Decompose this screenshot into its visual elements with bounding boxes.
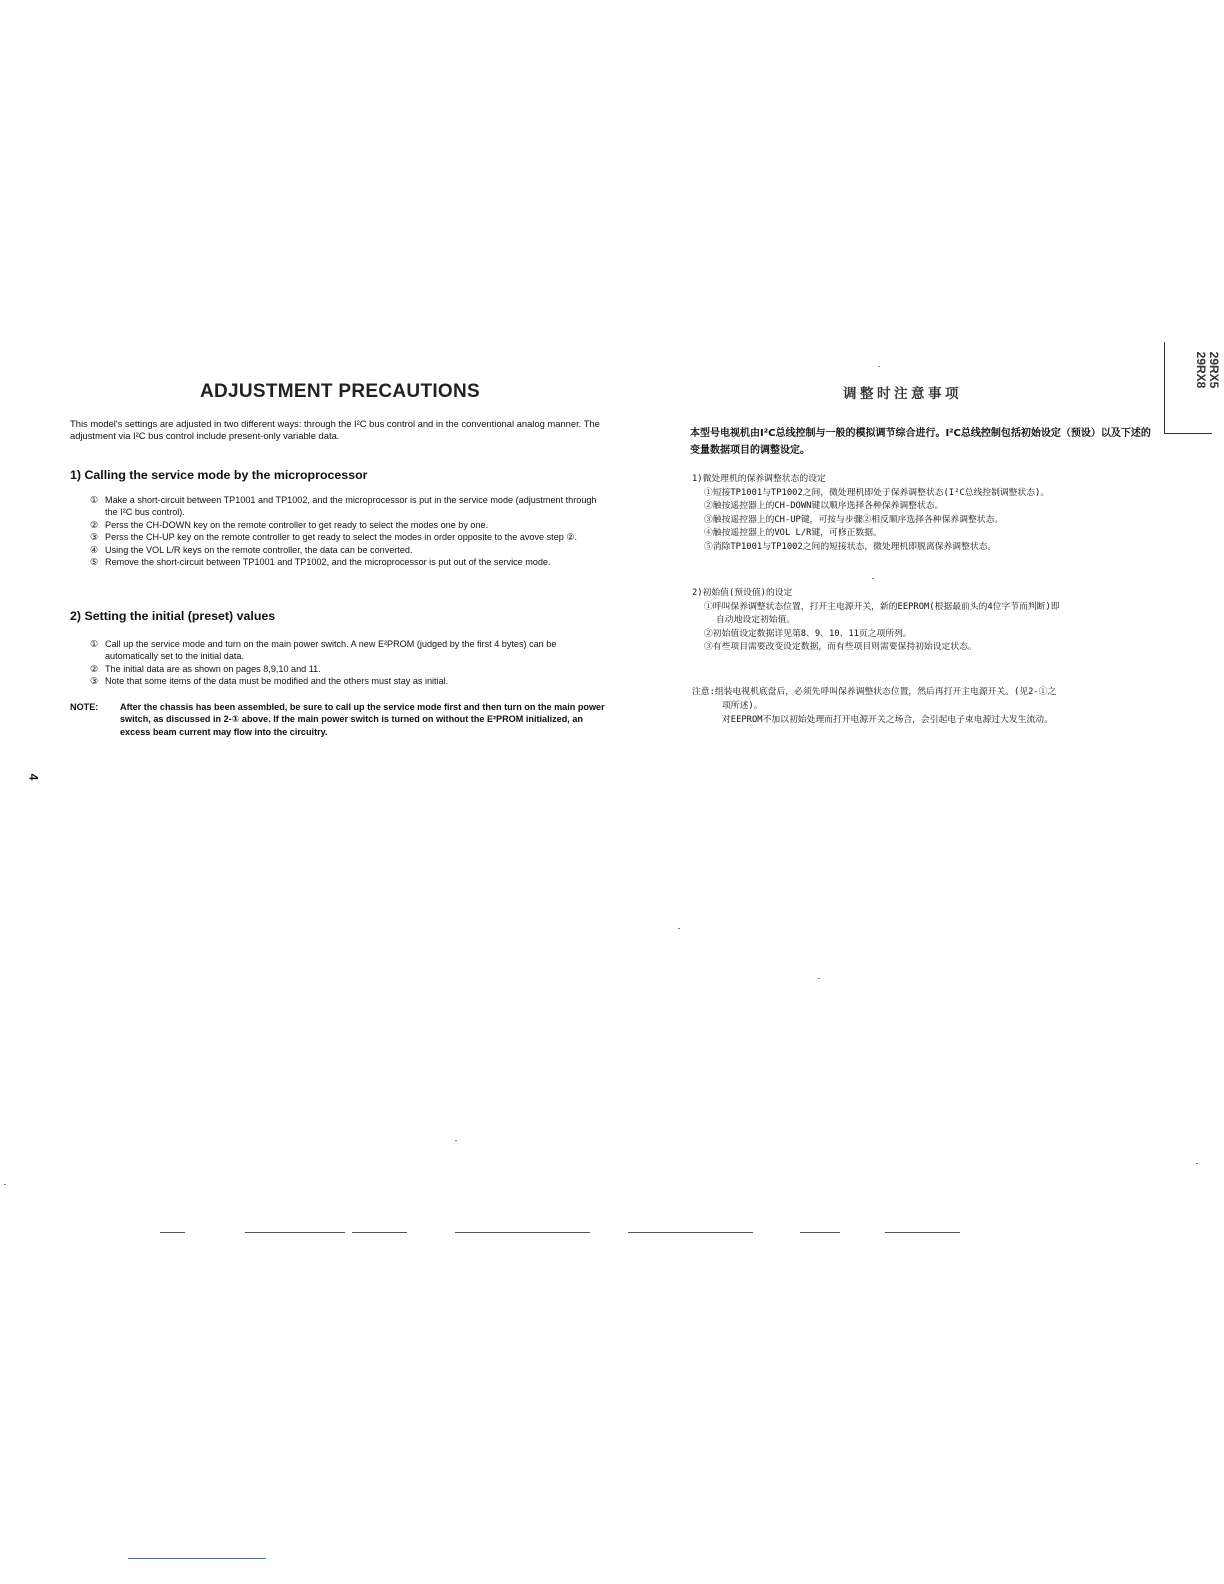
chinese-section1-title: 1)微处理机的保养调整状态的设定 xyxy=(692,474,826,484)
chinese-section2 xyxy=(692,587,1162,655)
model-side-label xyxy=(1180,340,1220,400)
list-item: ③触按遥控器上的CH-UP键，可按与步骤②相反顺序选择各种保养调整状态。 xyxy=(704,514,1004,525)
list-item: ④触按遥控器上的VOL L/R键，可修正数据。 xyxy=(704,528,882,538)
item-text: Perss the CH-UP key on the remote controller to get ready to select the modes in order opposite to the avove step ②. xyxy=(105,532,578,543)
item-number: ① xyxy=(90,495,99,505)
item-text: Note that some items of the data must be modified and the others must stay as initial. xyxy=(105,676,449,687)
chinese-note xyxy=(692,685,1162,727)
model-label-line: 29RX8 xyxy=(1194,351,1208,389)
list-item: ①呼叫保养调整状态位置，打开主电源开关，新的EEPROM(根据最前头的4位字节而判断)即 xyxy=(704,601,1060,612)
english-section1-title: 1) Calling the service mode by the microprocessor xyxy=(70,468,368,482)
page-number: 4 xyxy=(26,773,41,781)
model-label-line: 29RX5 xyxy=(1207,351,1221,389)
list-item xyxy=(90,556,605,568)
list-item xyxy=(90,494,605,519)
list-item xyxy=(90,663,605,675)
item-number: ③ xyxy=(90,532,99,543)
chinese-note-line: 注意:组装电视机底盘后，必须先呼叫保养调整状态位置，然后再打开主电源开关。(见2-①之 xyxy=(692,687,1057,697)
item-number: ⑤ xyxy=(90,557,99,568)
scan-speck xyxy=(818,978,820,979)
scan-rule xyxy=(352,1232,407,1233)
chinese-note-line: 项所述)。 xyxy=(722,701,763,711)
item-text: Using the VOL L/R keys on the remote controller, the data can be converted. xyxy=(105,544,413,555)
scan-speck xyxy=(878,366,880,367)
item-number: ① xyxy=(90,639,99,649)
scan-rule xyxy=(160,1232,185,1233)
chinese-intro: 本型号电视机由I²C总线控制与一般的模拟调节综合进行。I²C总线控制包括初始设定（预设）以及下述的变量数据项目的调整设定。 xyxy=(690,428,1151,456)
scan-rule xyxy=(628,1232,753,1233)
list-item xyxy=(90,638,605,663)
english-section2-list xyxy=(90,638,605,688)
scan-rule xyxy=(455,1232,590,1233)
item-text: Call up the service mode and turn on the main power switch. A new E²PROM (judged by the first 4 bytes) can be automatically set to the initial data. xyxy=(105,639,557,662)
blue-underline xyxy=(128,1558,266,1559)
item-number: ③ xyxy=(90,676,99,687)
english-intro: This model's settings are adjusted in two different ways: through the I²C bus control and in the conventional analog manner. The adjustment via I²C bus control include present-only variable data. xyxy=(70,418,600,441)
english-title: ADJUSTMENT PRECAUTIONS xyxy=(200,381,481,402)
list-item-continued: 自动地设定初始值。 xyxy=(716,615,796,625)
english-section1-list xyxy=(90,494,605,568)
item-text: Remove the short-circuit between TP1001 and TP1002, and the microprocessor is put out of the service mode. xyxy=(105,557,551,568)
note-text: After the chassis has been assembled, be sure to call up the service mode first and then turn on the main power switch, as discussed in 2-① above. If the main power switch is turned on without the E²PROM initialized, an excess beam current may flow into the circuitry. xyxy=(120,702,605,737)
chinese-section1 xyxy=(692,473,1162,554)
note-label: NOTE: xyxy=(70,702,99,712)
english-note xyxy=(70,701,605,738)
list-item: ③有些项目需要改变设定数据，而有些项目则需要保持初始设定状态。 xyxy=(704,642,977,652)
list-item xyxy=(90,544,605,556)
item-number: ④ xyxy=(90,544,99,555)
item-text: Make a short-circuit between TP1001 and TP1002, and the microprocessor is put in the service mode (adjustment through the I²C bus control). xyxy=(105,495,597,518)
chinese-title: 调整时注意事项 xyxy=(843,386,962,402)
scan-speck xyxy=(1196,1163,1198,1164)
list-item xyxy=(90,675,605,687)
scan-rule xyxy=(245,1232,345,1233)
list-item: ②初始值设定数据详见第8、9、10、11页之项所列。 xyxy=(704,628,912,639)
chinese-note-line: 对EEPROM不加以初始处理而打开电源开关之场合，会引起电子束电源过大发生流动。 xyxy=(722,715,1053,725)
list-item xyxy=(90,519,605,531)
item-number: ② xyxy=(90,519,99,530)
item-number: ② xyxy=(90,663,99,674)
list-item xyxy=(90,531,605,543)
scan-speck xyxy=(455,1140,457,1141)
scan-speck xyxy=(872,578,874,579)
english-section2-title: 2) Setting the initial (preset) values xyxy=(70,609,276,623)
scan-rule xyxy=(800,1232,840,1233)
scan-speck xyxy=(4,1184,6,1185)
scan-rule xyxy=(885,1232,960,1233)
list-item: ②触按遥控器上的CH-DOWN键以顺序选择各种保养调整状态。 xyxy=(704,501,944,511)
list-item: ①短接TP1001与TP1002之间，微处理机即处于保养调整状态(I²C总线控制调整状态)。 xyxy=(704,487,1050,498)
item-text: Perss the CH-DOWN key on the remote controller to get ready to select the modes one by one. xyxy=(105,519,489,530)
scan-speck xyxy=(678,928,680,929)
list-item: ⑤消除TP1001与TP1002之间的短接状态，微处理机即脱离保养调整状态。 xyxy=(704,541,997,552)
side-bracket-vertical xyxy=(1164,342,1165,434)
chinese-section2-title: 2)初始值(预设值)的设定 xyxy=(692,588,793,598)
side-bracket-horizontal xyxy=(1164,433,1212,434)
item-text: The initial data are as shown on pages 8,9,10 and 11. xyxy=(105,663,321,674)
